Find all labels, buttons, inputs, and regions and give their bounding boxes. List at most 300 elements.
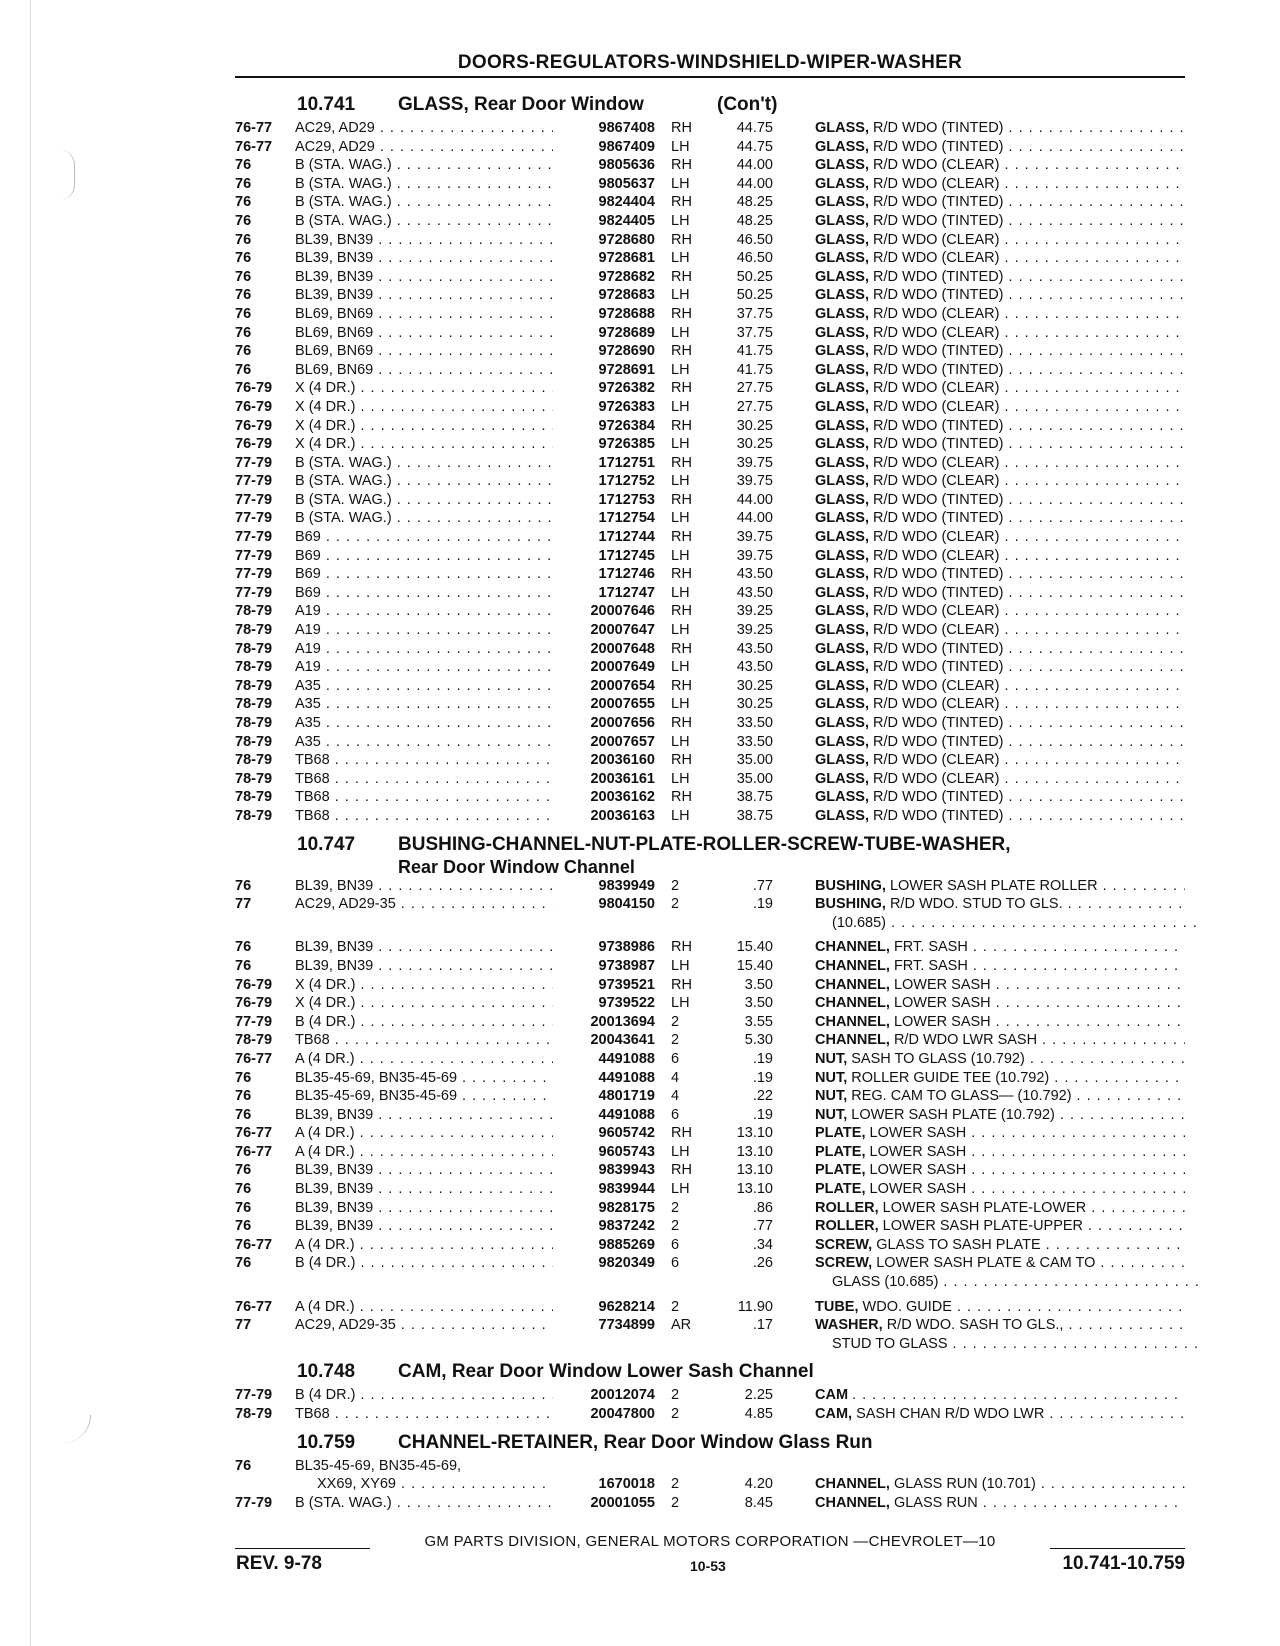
part-detail: R/D WDO (TINTED) bbox=[873, 584, 1004, 601]
quantity: LH bbox=[671, 584, 690, 601]
table-row bbox=[235, 1386, 1185, 1405]
model-code: BL39, BN39 . . . bbox=[295, 268, 565, 286]
part-number: 9805637 bbox=[553, 175, 655, 193]
part-detail: R/D WDO (TINTED) bbox=[873, 212, 1004, 229]
part-number: 1712753 bbox=[553, 491, 655, 509]
part-name: CAM bbox=[815, 1387, 849, 1404]
table-row bbox=[235, 1457, 1185, 1476]
table-row bbox=[235, 1316, 1185, 1335]
section-number: 10.741 bbox=[297, 94, 356, 115]
model-year: 76-77 bbox=[235, 1125, 273, 1142]
part-number: 1712746 bbox=[553, 565, 655, 583]
list-price: 50.25 bbox=[736, 268, 773, 285]
model-year: 78-79 bbox=[235, 770, 273, 787]
page-header-title: DOORS-REGULATORS-WINDSHIELD-WIPER-WASHER bbox=[457, 52, 963, 73]
model-code: XX69, XY69 . . . bbox=[317, 1475, 587, 1493]
list-price: 27.75 bbox=[736, 380, 773, 397]
part-detail: R/D WDO. STUD TO GLS. bbox=[889, 896, 1063, 913]
table-row bbox=[235, 1335, 1185, 1354]
table-row bbox=[235, 342, 1185, 361]
part-description bbox=[815, 1199, 1185, 1217]
table-row bbox=[235, 1180, 1185, 1199]
list-price: 13.10 bbox=[736, 1143, 773, 1160]
model-code: B (4 DR.) . . . bbox=[295, 1386, 565, 1404]
part-detail: LOWER SASH bbox=[869, 1181, 967, 1198]
part-detail: GLASS TO SASH PLATE bbox=[876, 1236, 1041, 1253]
table-row bbox=[235, 361, 1185, 380]
part-detail: R/D WDO (CLEAR) bbox=[873, 250, 1000, 267]
part-description bbox=[815, 435, 1185, 453]
part-description bbox=[815, 1298, 1185, 1316]
model-year: 76 bbox=[235, 324, 252, 341]
part-number: 20007657 bbox=[553, 733, 655, 751]
part-name: NUT, bbox=[815, 1050, 848, 1067]
part-name: CHANNEL, bbox=[815, 1013, 890, 1030]
section-subtitle-line bbox=[235, 856, 1185, 877]
table-row bbox=[235, 994, 1185, 1013]
part-name: CHANNEL, bbox=[815, 1494, 890, 1511]
part-detail: LOWER SASH PLATE-LOWER bbox=[882, 1199, 1087, 1216]
part-name: GLASS, bbox=[815, 659, 869, 676]
quantity: RH bbox=[671, 380, 692, 397]
part-number: 9867409 bbox=[553, 138, 655, 156]
part-detail: R/D WDO (CLEAR) bbox=[873, 696, 1000, 713]
part-detail: R/D WDO (TINTED) bbox=[873, 640, 1004, 657]
binder-hole-mark bbox=[58, 1415, 91, 1443]
part-name: GLASS, bbox=[815, 473, 869, 490]
table-row bbox=[235, 1254, 1185, 1273]
model-year: 78-79 bbox=[235, 677, 273, 694]
part-description bbox=[815, 1180, 1185, 1198]
part-detail: R/D WDO (CLEAR) bbox=[873, 473, 1000, 490]
list-price: 4.20 bbox=[744, 1476, 773, 1493]
section-number: 10.759 bbox=[297, 1431, 356, 1453]
part-number: 9837242 bbox=[553, 1217, 655, 1235]
footer-section-range: 10.741-10.759 bbox=[1062, 1553, 1185, 1574]
table-row bbox=[235, 324, 1185, 343]
model-code: A19 . . . bbox=[295, 640, 565, 658]
part-name: GLASS, bbox=[815, 361, 869, 378]
part-description bbox=[815, 1386, 1185, 1404]
model-code: BL39, BN39 . . . bbox=[295, 1199, 565, 1217]
part-detail: R/D WDO (TINTED) bbox=[873, 138, 1004, 155]
list-price: .77 bbox=[752, 1218, 773, 1235]
quantity: 2 bbox=[671, 1218, 680, 1235]
model-year: 77-79 bbox=[235, 529, 273, 546]
list-price: 4.85 bbox=[744, 1406, 773, 1422]
model-year: 76-77 bbox=[235, 120, 273, 136]
quantity: RH bbox=[671, 157, 692, 174]
table-row bbox=[235, 788, 1185, 807]
model-year: 76-77 bbox=[235, 1236, 273, 1253]
part-description bbox=[815, 1405, 1185, 1423]
table-row bbox=[235, 938, 1185, 957]
table-row bbox=[235, 895, 1185, 914]
model-code: X (4 DR.) . . . bbox=[295, 398, 565, 416]
part-description bbox=[815, 1069, 1185, 1087]
list-price: .19 bbox=[752, 896, 773, 913]
part-name: WASHER, bbox=[815, 1317, 883, 1334]
part-number: 9605743 bbox=[553, 1143, 655, 1161]
model-code: A (4 DR.) . . . bbox=[295, 1124, 565, 1142]
part-number: 4491088 bbox=[553, 1069, 655, 1087]
section-header bbox=[235, 1428, 1185, 1457]
part-number: 20036161 bbox=[553, 770, 655, 788]
part-name: GLASS, bbox=[815, 510, 869, 527]
part-number: 1712752 bbox=[553, 472, 655, 490]
model-year: 77-79 bbox=[235, 473, 273, 490]
quantity: 2 bbox=[671, 896, 680, 913]
footer-publisher: GM PARTS DIVISION, GENERAL MOTORS CORPORATION —CHEVROLET—10 bbox=[424, 1533, 996, 1550]
quantity: LH bbox=[671, 659, 690, 676]
header-rule bbox=[235, 76, 1185, 78]
part-name: GLASS, bbox=[815, 752, 869, 769]
table-row bbox=[235, 249, 1185, 268]
table-row bbox=[235, 454, 1185, 473]
list-price: 38.75 bbox=[736, 789, 773, 806]
part-detail: R/D WDO. SASH TO GLS., bbox=[886, 1317, 1064, 1334]
model-year: 76 bbox=[235, 1457, 252, 1474]
table-row bbox=[235, 976, 1185, 995]
part-number: 9839943 bbox=[553, 1161, 655, 1179]
list-price: 44.75 bbox=[736, 120, 773, 136]
list-price: 39.75 bbox=[736, 529, 773, 546]
list-price: 3.50 bbox=[744, 976, 773, 993]
part-description bbox=[815, 621, 1185, 639]
part-number: 9726384 bbox=[553, 417, 655, 435]
part-name: GLASS, bbox=[815, 417, 869, 434]
model-year: 77 bbox=[235, 1317, 252, 1334]
part-description bbox=[815, 788, 1185, 806]
list-price: .86 bbox=[752, 1199, 773, 1216]
part-detail: R/D WDO (TINTED) bbox=[873, 436, 1004, 453]
part-name: GLASS, bbox=[815, 770, 869, 787]
model-code: B69 . . . bbox=[295, 547, 565, 565]
part-description bbox=[815, 1106, 1185, 1124]
part-detail: ROLLER GUIDE TEE (10.792) bbox=[851, 1069, 1050, 1086]
part-number: 9728682 bbox=[553, 268, 655, 286]
model-year: 76-79 bbox=[235, 436, 273, 453]
part-description bbox=[815, 877, 1185, 895]
table-row bbox=[235, 733, 1185, 752]
table-row bbox=[235, 509, 1185, 528]
table-row bbox=[235, 1494, 1185, 1513]
model-code: AC29, AD29-35 . . . bbox=[295, 1316, 565, 1334]
part-number: 4491088 bbox=[553, 1106, 655, 1124]
part-detail: R/D WDO (TINTED) bbox=[873, 789, 1004, 806]
model-code: A19 . . . bbox=[295, 658, 565, 676]
part-description bbox=[815, 1031, 1185, 1049]
part-detail: FRT. SASH bbox=[893, 957, 968, 974]
part-name: GLASS, bbox=[815, 194, 869, 211]
part-number: 9728688 bbox=[553, 305, 655, 323]
table-row bbox=[235, 547, 1185, 566]
part-description bbox=[815, 305, 1185, 323]
part-number: 9726383 bbox=[553, 398, 655, 416]
section-header bbox=[235, 1357, 1185, 1386]
part-name: GLASS, bbox=[815, 268, 869, 285]
quantity: LH bbox=[671, 995, 690, 1012]
part-description bbox=[815, 584, 1185, 602]
table-row bbox=[235, 1298, 1185, 1317]
model-code: A35 . . . bbox=[295, 733, 565, 751]
part-number: 20007647 bbox=[553, 621, 655, 639]
model-year: 77-79 bbox=[235, 584, 273, 601]
part-detail: R/D WDO (CLEAR) bbox=[873, 603, 1000, 620]
part-name: GLASS, bbox=[815, 491, 869, 508]
quantity: 2 bbox=[671, 1199, 680, 1216]
part-name: NUT, bbox=[815, 1106, 848, 1123]
part-description bbox=[815, 472, 1185, 490]
model-year: 77-79 bbox=[235, 547, 273, 564]
model-code: TB68 . . . bbox=[295, 751, 565, 769]
part-description bbox=[815, 1050, 1185, 1068]
model-code: B (4 DR.) . . . bbox=[295, 1013, 565, 1031]
table-row bbox=[235, 1273, 1185, 1292]
model-year: 77-79 bbox=[235, 510, 273, 527]
table-row bbox=[235, 695, 1185, 714]
part-name: GLASS, bbox=[815, 640, 869, 657]
part-number: 9728689 bbox=[553, 324, 655, 342]
part-name: GLASS, bbox=[815, 343, 869, 360]
part-detail: R/D WDO (CLEAR) bbox=[873, 157, 1000, 174]
part-name: PLATE, bbox=[815, 1162, 866, 1179]
part-detail: R/D WDO (TINTED) bbox=[873, 343, 1004, 360]
part-number: 9839944 bbox=[553, 1180, 655, 1198]
model-year: 78-79 bbox=[235, 733, 273, 750]
model-year: 78-79 bbox=[235, 622, 273, 639]
quantity: 4 bbox=[671, 1088, 680, 1105]
list-price: 44.00 bbox=[736, 175, 773, 192]
part-detail: R/D WDO (CLEAR) bbox=[873, 622, 1000, 639]
quantity: LH bbox=[671, 175, 690, 192]
part-number: 20001055 bbox=[553, 1494, 655, 1512]
part-number: 9824404 bbox=[553, 193, 655, 211]
model-code: B (4 DR.) . . . bbox=[295, 1254, 565, 1272]
section-number: 10.747 bbox=[297, 833, 356, 855]
part-name: GLASS, bbox=[815, 733, 869, 750]
model-code: X (4 DR.) . . . bbox=[295, 976, 565, 994]
quantity: 6 bbox=[671, 1050, 680, 1067]
list-price: 37.75 bbox=[736, 324, 773, 341]
part-number: 9885269 bbox=[553, 1236, 655, 1254]
part-detail: GLASS RUN (10.701) bbox=[893, 1476, 1036, 1493]
table-row bbox=[235, 417, 1185, 436]
part-detail: R/D WDO (CLEAR) bbox=[873, 677, 1000, 694]
quantity: 6 bbox=[671, 1255, 680, 1272]
model-code: X (4 DR.) . . . bbox=[295, 435, 565, 453]
model-year: 76 bbox=[235, 361, 252, 378]
part-description bbox=[815, 193, 1185, 211]
model-code: BL39, BN39 . . . bbox=[295, 877, 565, 895]
table-row bbox=[235, 957, 1185, 976]
model-code: BL35-45-69, BN35-45-69 . . . bbox=[295, 1087, 565, 1105]
list-price: 44.00 bbox=[736, 510, 773, 527]
model-code: A35 . . . bbox=[295, 695, 565, 713]
quantity: RH bbox=[671, 1125, 692, 1142]
model-code: B69 . . . bbox=[295, 528, 565, 546]
model-year: 77-79 bbox=[235, 491, 273, 508]
model-year: 76-77 bbox=[235, 1050, 273, 1067]
list-price: 8.45 bbox=[744, 1494, 773, 1511]
model-year: 76 bbox=[235, 1162, 252, 1179]
model-code: BL69, BN69 . . . bbox=[295, 342, 565, 360]
part-description bbox=[815, 976, 1185, 994]
part-detail: R/D WDO LWR SASH bbox=[893, 1032, 1038, 1049]
part-description bbox=[815, 1013, 1185, 1031]
part-description bbox=[815, 1316, 1185, 1334]
part-detail: R/D WDO (CLEAR) bbox=[873, 398, 1000, 415]
quantity: RH bbox=[671, 120, 692, 136]
part-name: GLASS, bbox=[815, 138, 869, 155]
section-header bbox=[235, 830, 1185, 859]
parts-listing bbox=[235, 90, 1185, 1512]
part-name: GLASS, bbox=[815, 175, 869, 192]
model-year: 76 bbox=[235, 175, 252, 192]
model-code: BL69, BN69 . . . bbox=[295, 361, 565, 379]
part-detail: R/D WDO (CLEAR) bbox=[873, 380, 1000, 397]
model-year: 76 bbox=[235, 1199, 252, 1216]
part-detail: R/D WDO (CLEAR) bbox=[873, 752, 1000, 769]
part-number: 9739521 bbox=[553, 976, 655, 994]
part-description bbox=[815, 1161, 1185, 1179]
part-description bbox=[815, 714, 1185, 732]
part-description bbox=[815, 156, 1185, 174]
part-description bbox=[815, 286, 1185, 304]
list-price: .22 bbox=[752, 1088, 773, 1105]
quantity: LH bbox=[671, 324, 690, 341]
model-year: 76 bbox=[235, 1088, 252, 1105]
part-detail: R/D WDO (CLEAR) bbox=[873, 231, 1000, 248]
quantity: LH bbox=[671, 510, 690, 527]
part-description bbox=[815, 1124, 1185, 1142]
quantity: 2 bbox=[671, 1406, 680, 1422]
quantity: LH bbox=[671, 250, 690, 267]
list-price: 35.00 bbox=[736, 770, 773, 787]
part-name: GLASS, bbox=[815, 250, 869, 267]
list-price: 27.75 bbox=[736, 398, 773, 415]
model-year: 76 bbox=[235, 268, 252, 285]
table-row bbox=[235, 621, 1185, 640]
model-year: 76 bbox=[235, 287, 252, 304]
part-name: SCREW, bbox=[815, 1255, 873, 1272]
list-price: .17 bbox=[752, 1317, 773, 1334]
quantity: LH bbox=[671, 770, 690, 787]
model-code: AC29, AD29-35 . . . bbox=[295, 895, 565, 913]
part-name: CHANNEL, bbox=[815, 995, 890, 1012]
table-row bbox=[235, 491, 1185, 510]
model-year: 77-79 bbox=[235, 1387, 273, 1404]
quantity: 2 bbox=[671, 1013, 680, 1030]
table-row bbox=[235, 1069, 1185, 1088]
list-price: .19 bbox=[752, 1050, 773, 1067]
part-description bbox=[815, 770, 1185, 788]
model-code: B (STA. WAG.) . . . bbox=[295, 156, 565, 174]
list-price: 39.75 bbox=[736, 473, 773, 490]
model-code: A (4 DR.) . . . bbox=[295, 1298, 565, 1316]
part-name: CHANNEL, bbox=[815, 1476, 890, 1493]
part-name: GLASS, bbox=[815, 324, 869, 341]
quantity: RH bbox=[671, 194, 692, 211]
part-name: GLASS, bbox=[815, 677, 869, 694]
list-price: 50.25 bbox=[736, 287, 773, 304]
part-description bbox=[815, 1494, 1185, 1512]
part-detail: LOWER SASH bbox=[893, 1013, 991, 1030]
footer-revision: REV. 9-78 bbox=[236, 1553, 322, 1574]
table-row bbox=[235, 528, 1185, 547]
part-description bbox=[815, 361, 1185, 379]
quantity: 2 bbox=[671, 877, 680, 894]
model-code: B (STA. WAG.) . . . bbox=[295, 491, 565, 509]
list-price: .77 bbox=[752, 877, 773, 894]
quantity: LH bbox=[671, 138, 690, 155]
part-number: 1712754 bbox=[553, 509, 655, 527]
part-number: 20007656 bbox=[553, 714, 655, 732]
list-price: 30.25 bbox=[736, 417, 773, 434]
table-row bbox=[235, 472, 1185, 491]
model-year: 78-79 bbox=[235, 603, 273, 620]
model-year: 78-79 bbox=[235, 659, 273, 676]
table-row bbox=[235, 1106, 1185, 1125]
table-row bbox=[235, 286, 1185, 305]
model-year: 77-79 bbox=[235, 454, 273, 471]
list-price: 13.10 bbox=[736, 1125, 773, 1142]
model-code: TB68 . . . bbox=[295, 807, 565, 825]
part-detail: LOWER SASH bbox=[869, 1162, 967, 1179]
part-description bbox=[815, 454, 1185, 472]
model-year: 78-79 bbox=[235, 807, 273, 824]
part-number: 4491088 bbox=[553, 1050, 655, 1068]
part-name: GLASS, bbox=[815, 696, 869, 713]
model-year: 76 bbox=[235, 877, 252, 894]
model-year: 77-79 bbox=[235, 1494, 273, 1511]
part-detail: R/D WDO (TINTED) bbox=[873, 510, 1004, 527]
part-name: CHANNEL, bbox=[815, 1032, 890, 1049]
part-number: 20047800 bbox=[553, 1405, 655, 1423]
list-price: 39.25 bbox=[736, 603, 773, 620]
part-detail: R/D WDO (TINTED) bbox=[873, 194, 1004, 211]
table-row bbox=[235, 640, 1185, 659]
model-code: BL39, BN39 . . . bbox=[295, 1217, 565, 1235]
model-year: 78-79 bbox=[235, 640, 273, 657]
part-description bbox=[815, 379, 1185, 397]
quantity: LH bbox=[671, 287, 690, 304]
model-code: AC29, AD29 . . . bbox=[295, 119, 565, 137]
section-title: GLASS, Rear Door Window bbox=[398, 94, 644, 115]
part-number: 9804150 bbox=[553, 895, 655, 913]
table-row bbox=[235, 807, 1185, 826]
part-description bbox=[815, 212, 1185, 230]
part-name: GLASS, bbox=[815, 807, 869, 824]
list-price: 39.25 bbox=[736, 622, 773, 639]
quantity: LH bbox=[671, 696, 690, 713]
part-number: 1712745 bbox=[553, 547, 655, 565]
part-description bbox=[815, 695, 1185, 713]
part-description bbox=[815, 231, 1185, 249]
model-code: A35 . . . bbox=[295, 714, 565, 732]
quantity: LH bbox=[671, 733, 690, 750]
part-name: NUT, bbox=[815, 1088, 848, 1105]
part-detail: R/D WDO (TINTED) bbox=[873, 120, 1004, 136]
quantity: RH bbox=[671, 640, 692, 657]
quantity: RH bbox=[671, 305, 692, 322]
quantity: RH bbox=[671, 939, 692, 956]
model-year: 76-79 bbox=[235, 995, 273, 1012]
part-description bbox=[815, 895, 1185, 913]
table-row bbox=[235, 1087, 1185, 1106]
part-description bbox=[815, 1254, 1185, 1272]
model-code: B69 . . . bbox=[295, 565, 565, 583]
